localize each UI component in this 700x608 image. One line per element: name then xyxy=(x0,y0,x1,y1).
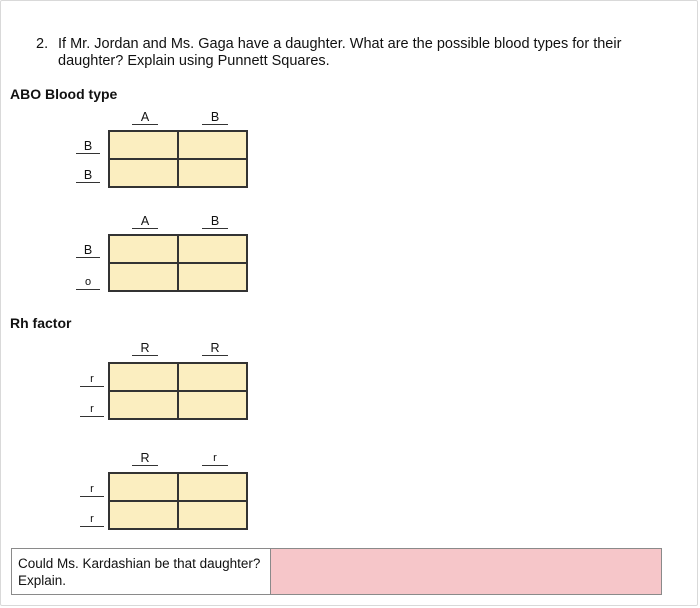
rh1-col-allele-1: R xyxy=(132,341,158,356)
answer-table-row xyxy=(11,548,662,595)
punnett-cell[interactable] xyxy=(179,502,246,528)
answer-input-box[interactable] xyxy=(271,549,661,594)
rh-punnett-square-1 xyxy=(108,362,248,420)
punnett-cell[interactable] xyxy=(179,236,246,262)
question-text: If Mr. Jordan and Ms. Gaga have a daughter. What are the possible blood types for their daughter? Explain using Punnett Squares. xyxy=(58,36,622,69)
answer-prompt: Could Ms. Kardashian be that daughter? Explain. xyxy=(12,549,271,594)
question-2 xyxy=(36,36,656,70)
punnett-cell[interactable] xyxy=(110,392,177,418)
punnett-cell[interactable] xyxy=(179,364,246,390)
abo1-col-allele-2: B xyxy=(202,110,228,125)
punnett-cell[interactable] xyxy=(110,236,177,262)
punnett-cell[interactable] xyxy=(110,264,177,290)
rh1-row-allele-2: r xyxy=(80,402,104,417)
rh-punnett-square-2 xyxy=(108,472,248,530)
rh-factor-heading: Rh factor xyxy=(10,315,72,331)
punnett-cell[interactable] xyxy=(110,132,177,158)
abo2-row-allele-1: B xyxy=(76,243,100,258)
punnett-cell[interactable] xyxy=(110,474,177,500)
punnett-cell[interactable] xyxy=(179,132,246,158)
rh2-col-allele-2: r xyxy=(202,451,228,466)
punnett-cell[interactable] xyxy=(179,160,246,186)
abo1-row-allele-2: B xyxy=(76,168,100,183)
punnett-cell[interactable] xyxy=(110,502,177,528)
punnett-cell[interactable] xyxy=(179,264,246,290)
punnett-cell[interactable] xyxy=(110,160,177,186)
abo-punnett-square-1 xyxy=(108,130,248,188)
question-number: 2. xyxy=(36,36,49,52)
rh2-row-allele-1: r xyxy=(80,482,104,497)
abo1-col-allele-1: A xyxy=(132,110,158,125)
punnett-cell[interactable] xyxy=(110,364,177,390)
abo-punnett-square-2 xyxy=(108,234,248,292)
abo2-col-allele-1: A xyxy=(132,214,158,229)
abo1-row-allele-1: B xyxy=(76,139,100,154)
rh1-col-allele-2: R xyxy=(202,341,228,356)
rh1-row-allele-1: r xyxy=(80,372,104,387)
punnett-cell[interactable] xyxy=(179,474,246,500)
punnett-cell[interactable] xyxy=(179,392,246,418)
rh2-col-allele-1: R xyxy=(132,451,158,466)
abo2-row-allele-2: o xyxy=(76,275,100,290)
rh2-row-allele-2: r xyxy=(80,512,104,527)
abo-blood-type-heading: ABO Blood type xyxy=(10,86,118,102)
abo2-col-allele-2: B xyxy=(202,214,228,229)
